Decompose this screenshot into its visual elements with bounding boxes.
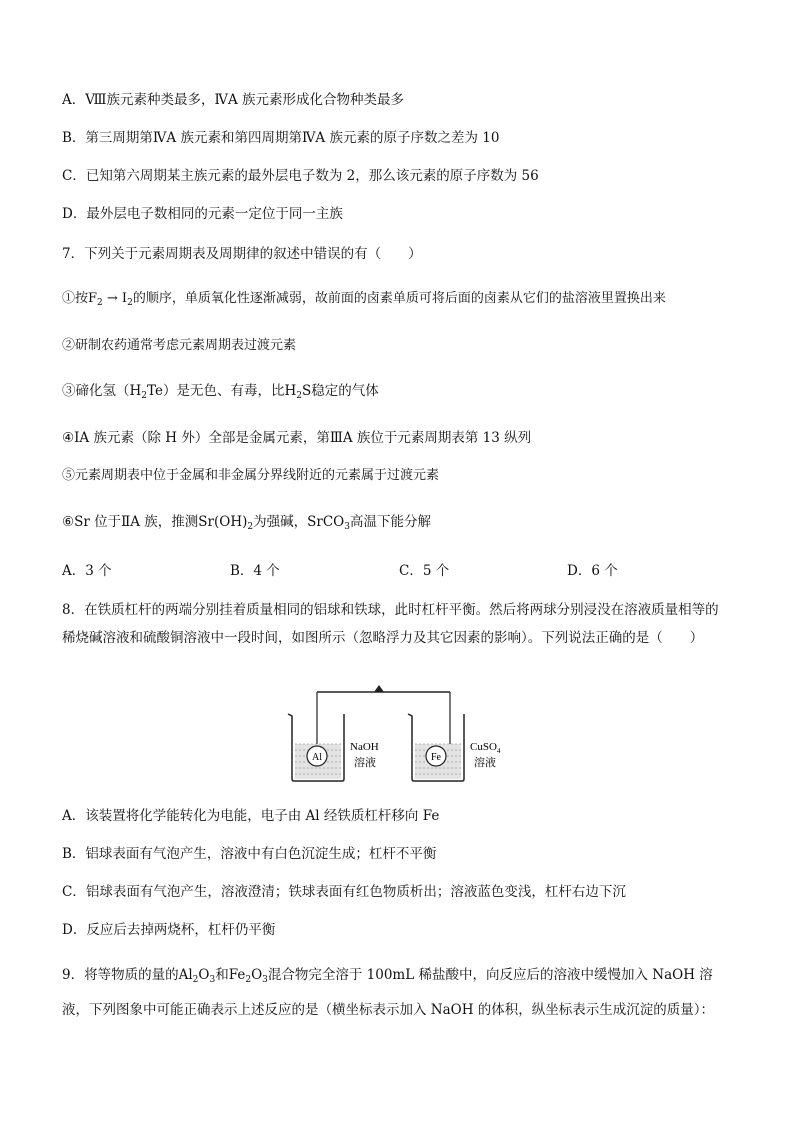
q8-option-d: D．反应后去掉两烧杯，杠杆仍平衡 [62, 922, 276, 938]
q7-option-d: D．6 个 [567, 563, 618, 579]
q9-sub-4: 3 [262, 975, 268, 985]
q7-option-b: B．4 个 [230, 563, 280, 579]
q6-option-b: B．第三周期第ⅣA 族元素和第四周期第ⅣA 族元素的原子序数之差为 10 [62, 130, 500, 146]
q7-s1-part-a: ①按F [62, 291, 98, 306]
q7-statement-1 [62, 289, 666, 309]
q8-stem: 8．在铁质杠杆的两端分别挂着质量相同的铝球和铁球，此时杠杆平衡。然后将两球分别浸没在溶液质量相等的稀烧碱溶液和硫酸铜溶液中一段时间，如图所示（忽略浮力及其它因素的影响）。下列说法正确的是（ ） [62, 602, 719, 646]
naoh-solution-label: 溶液 [354, 756, 376, 769]
q9-line-2: 液，下列图象中可能正确表示上述反应的是（横坐标表示加入 NaOH 的体积，纵坐标表示生成沉淀的质量）： [62, 1002, 715, 1018]
q7-options [62, 561, 742, 581]
q8-lever-figure [284, 684, 514, 789]
q7-s1-part-b: → I [106, 291, 128, 306]
q8-option-a: A．该装置将化学能转化为电能，电子由 Al 经铁质杠杆移向 Fe [62, 808, 440, 824]
q8-option-b: B．铝球表面有气泡产生，溶液中有白色沉淀生成；杠杆不平衡 [62, 846, 437, 862]
lever-diagram [284, 684, 514, 789]
q7-statement-4: ④ⅠA 族元素（除 H 外）全部是金属元素，第ⅢA 族位于元素周期表第 13 纵列 [62, 430, 532, 446]
q7-s6-sub-1: 2 [247, 522, 254, 532]
q7-s3-sub-2: 2 [296, 391, 302, 401]
q9-sub-3: 2 [245, 975, 252, 985]
q7-statement-3 [62, 381, 379, 401]
q9-part-b: O [198, 967, 210, 983]
q7-s3-part-c: S稳定的气体 [301, 383, 379, 399]
q7-s6-part-a: ⑥Sr 位于ⅡA 族，推测Sr(OH) [62, 514, 248, 530]
q7-option-a: A．3 个 [62, 563, 112, 579]
q6-option-a: A．Ⅷ族元素种类最多，ⅣA 族元素形成化合物种类最多 [62, 92, 405, 108]
q9-part-e: 混合物完全溶于 100mL 稀盐酸中，向反应后的溶液中缓慢加入 NaOH 溶 [267, 967, 713, 983]
q9-line-1 [62, 965, 713, 985]
q7-s3-sub-1: 2 [141, 391, 148, 401]
q7-s1-sub-2: 2 [127, 298, 133, 308]
q7-s3-part-b: Te）是无色、有毒，比H [147, 383, 297, 399]
q7-s1-part-c: 的顺序，单质氧化性逐渐减弱，故前面的卤素单质可将后面的卤素从它们的盐溶液里置换出来 [132, 291, 666, 306]
q9-part-c: 和Fe [215, 967, 246, 983]
cuso4-label: CuSO$_4$ [470, 741, 501, 755]
cuso4-solution-label: 溶液 [474, 756, 496, 769]
q9-part-d: O [251, 967, 263, 983]
q7-s6-sub-2: 3 [344, 522, 350, 532]
fulcrum-icon [374, 685, 384, 692]
q7-s3-part-a: ③碲化氢（H [62, 383, 142, 399]
q7-stem: 7．下列关于元素周期表及周期律的叙述中错误的有（ ） [62, 246, 422, 262]
q7-statement-2: ②研制农药通常考虑元素周期表过渡元素 [62, 338, 297, 353]
q9-sub-2: 3 [209, 975, 216, 985]
q6-option-c: C．已知第六周期某主族元素的最外层电子数为 2，那么该元素的原子序数为 56 [62, 168, 539, 184]
q7-s1-sub-1: 2 [97, 298, 103, 308]
q7-s6-part-c: 高温下能分解 [349, 514, 431, 530]
q7-statement-5: ⑤元素周期表中位于金属和非金属分界线附近的元素属于过渡元素 [62, 468, 440, 483]
q8-option-c: C．铝球表面有气泡产生，溶液澄清；铁球表面有红色物质析出；溶液蓝色变浅，杠杆右边下沉 [62, 884, 626, 900]
al-ball-label: Al [312, 752, 322, 763]
q7-option-c: C．5 个 [399, 563, 450, 579]
q9-sub-1: 2 [192, 975, 199, 985]
q9-part-a: 9．将等物质的量的Al [62, 967, 193, 983]
fe-ball-label: Fe [431, 752, 441, 763]
q7-s6-part-b: 为强碱，SrCO [253, 514, 345, 530]
naoh-label: NaOH [350, 741, 379, 753]
q7-statement-6 [62, 512, 431, 532]
q6-option-d: D．最外层电子数相同的元素一定位于同一主族 [62, 206, 343, 222]
